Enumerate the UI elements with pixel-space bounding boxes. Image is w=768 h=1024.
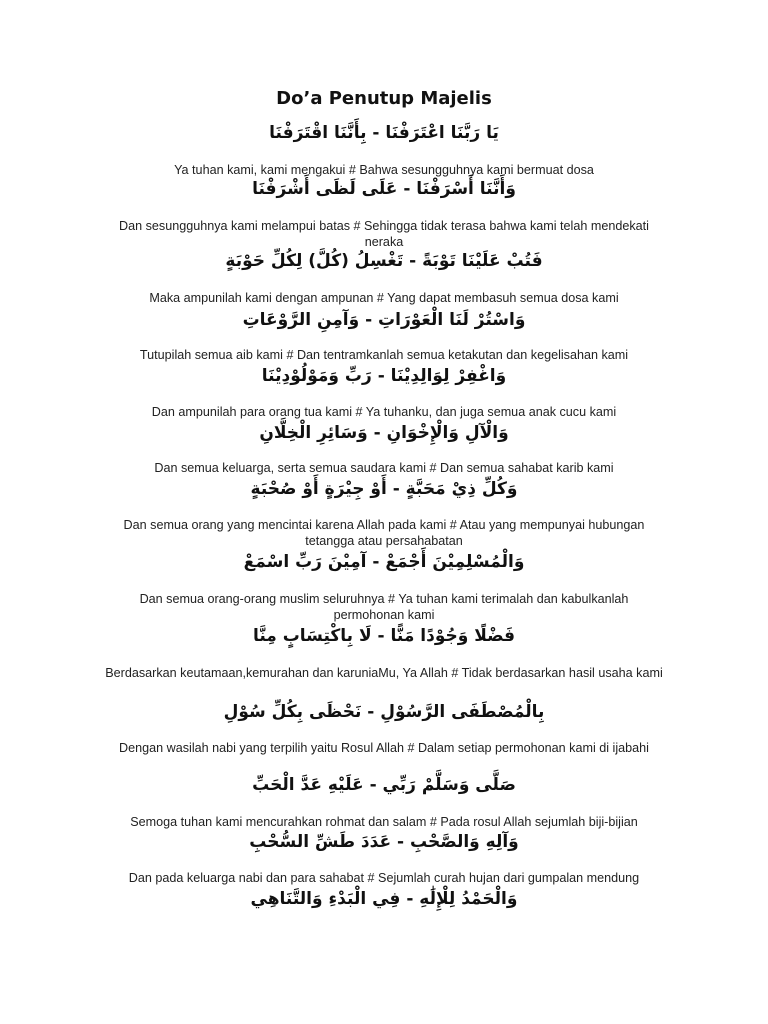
translation-line-3: Maka ampunilah kami dengan ampunan # Yang dapat membasuh semua dosa kami [149, 291, 619, 305]
arabic-verse-7: وَكُلِّ ذِيْ مَحَبَّةٍ - أَوْ جِيْرَةٍ أَوْ صُحْبَةٍ [250, 479, 518, 499]
arabic-verse-12: وَآلِهِ وَالصَّحْبِ - عَدَدَ طَشِّ السُّحْبِ [249, 832, 519, 852]
translation-line-5: Dan ampunilah para orang tua kami # Ya tuhanku, dan juga semua anak cucu kami [151, 405, 617, 419]
arabic-verse-2: وَأَنَّنَا أَسْرَفْنَا - عَلَى لَظَى أَشْرَفْنَا [252, 179, 516, 199]
arabic-verse-9: فَضْلًا وَجُوْدًا مَنًّا - لَا بِاكْتِسَابٍ مِنَّا [252, 626, 516, 646]
translation-line-6: Dan semua keluarga, serta semua saudara kami # Dan semua sahabat karib kami [154, 461, 614, 475]
translation-line-9: Berdasarkan keutamaan,kemurahan dan karuniaMu, Ya Allah # Tidak berdasarkan hasil usaha kami [105, 666, 663, 680]
translation-line-2: Dan sesungguhnya kami melampui batas # Sehingga tidak terasa bahwa kami telah mendekati neraka [119, 219, 649, 249]
arabic-verse-5: وَاغْفِرْ لِوَالِدِيْنَا - رَبِّ وَمَوْلُوْدِيْنَا [261, 366, 507, 386]
arabic-verse-4: وَاسْتُرْ لَنَا الْعَوْرَاتِ - وَآمِنِ الرَّوْعَاتِ [242, 310, 526, 330]
translation-line-4: Tutupilah semua aib kami # Dan tentramkanlah semua ketakutan dan kegelisahan kami [139, 348, 629, 362]
arabic-verse-8: وَالْمُسْلِمِيْنَ أَجْمَعْ - آمِيْنَ رَبِّ اسْمَعْ [243, 552, 525, 572]
arabic-verse-10: بِالْمُصْطَفَى الرَّسُوْلِ - نَحْظَى بِكُلِّ سُوْلِ [223, 702, 545, 722]
translation-line-11: Semoga tuhan kami mencurahkan rohmat dan salam # Pada rosul Allah sejumlah biji-bijian [130, 815, 638, 829]
page-title: Do’a Penutup Majelis [276, 88, 492, 109]
arabic-verse-1: يَا رَبَّنَا اعْتَرَفْنَا - بِأَنَّنَا اقْتَرَفْنَا [269, 123, 499, 143]
arabic-verse-11: صَلَّى وَسَلَّمْ رَبِّي - عَلَيْهِ عَدَّ الْحَبِّ [252, 775, 516, 795]
translation-line-12: Dan pada keluarga nabi dan para sahabat # Sejumlah curah hujan dari gumpalan mendung [128, 871, 640, 885]
arabic-verse-13: وَالْحَمْدُ لِلْإِلَٰهِ - فِي الْبَدْءِ وَالتَّنَاهِي [250, 889, 518, 909]
translation-line-8: Dan semua orang-orang muslim seluruhnya # Ya tuhan kami terimalah dan kabulkanlah permohonan kami [139, 592, 629, 622]
translation-line-1: Ya tuhan kami, kami mengakui # Bahwa sesungguhnya kami bermuat dosa [174, 163, 594, 177]
arabic-verse-3: فَتُبْ عَلَيْنَا تَوْبَةً - تَغْسِلُ (كُلَّ) لِكُلِّ حَوْبَةٍ [225, 251, 543, 271]
translation-line-7: Dan semua orang yang mencintai karena Allah pada kami # Atau yang mempunyai hubungan tetangga atau persahabatan [123, 518, 645, 548]
translation-line-10: Dengan wasilah nabi yang terpilih yaitu Rosul Allah # Dalam setiap permohonan kami di ijabahi [119, 741, 649, 755]
arabic-verse-6: وَالْآلِ وَالْإِخْوَانِ - وَسَائِرِ الْخِلَّانِ [259, 423, 509, 443]
